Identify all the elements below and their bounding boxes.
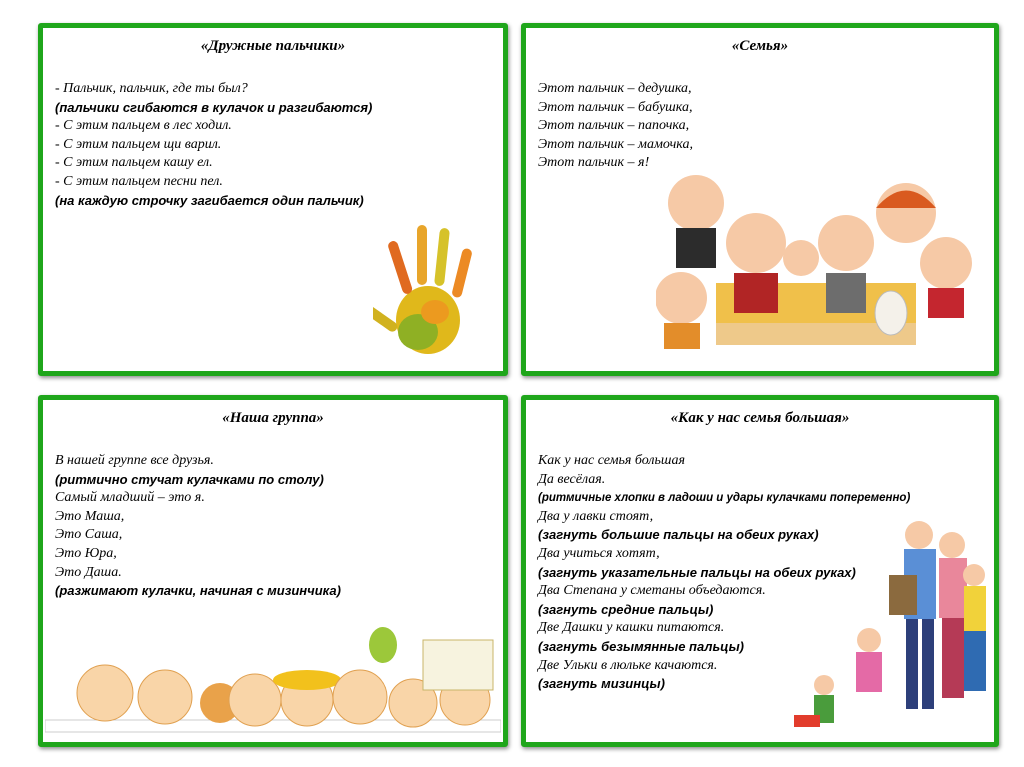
card-title: «Семья» xyxy=(731,38,789,54)
verse-line: (загнуть безымянные пальцы) xyxy=(538,638,745,654)
verse-line: Этот пальчик – папочка, xyxy=(538,118,690,134)
verse-line: В нашей группе все друзья. xyxy=(55,453,214,468)
verse-line: (загнуть мизинцы) xyxy=(538,676,665,692)
verse-line: Две Дашки у кашки питаются. xyxy=(538,620,725,636)
verse-line: Этот пальчик – бабушка, xyxy=(538,99,693,115)
verse-line: Это Юра, xyxy=(55,545,117,561)
card-title: «Дружные пальчики» xyxy=(200,38,346,54)
verse-line: Да весёлая. xyxy=(538,471,606,487)
card-nasha-gruppa xyxy=(38,395,508,747)
verse-line: (загнуть большие пальцы на обеих руках) xyxy=(538,527,819,543)
verse-line: Это Маша, xyxy=(55,508,125,524)
card-kak-u-nas-semya-bolshaya xyxy=(521,395,999,747)
verse-line: - С этим пальцем в лес ходил. xyxy=(55,118,232,134)
verse-line: - Пальчик, пальчик, где ты был? xyxy=(55,81,248,96)
card-semya xyxy=(521,23,999,376)
big-family-illustration xyxy=(794,515,994,740)
children-row-illustration xyxy=(45,625,501,737)
verse-lines xyxy=(55,452,495,601)
verse-line: - С этим пальцем щи варил. xyxy=(55,136,222,152)
verse-lines xyxy=(55,80,495,210)
card-title: «Наша группа» xyxy=(222,410,324,426)
verse-line: - С этим пальцем кашу ел. xyxy=(55,155,213,171)
verse-line: Два Степана у сметаны объедаются. xyxy=(538,583,766,599)
verse-line: (на каждую строчку загибается один пальчик) xyxy=(55,192,364,208)
card-title: «Как у нас семья большая» xyxy=(670,410,850,426)
verse-line: Этот пальчик – дедушка, xyxy=(538,81,692,96)
verse-lines xyxy=(538,80,986,173)
verse-line: Два учиться хотят, xyxy=(538,545,660,561)
verse-line: Этот пальчик – мамочка, xyxy=(538,136,693,152)
card-druzhnye-palchiki xyxy=(38,23,508,376)
verse-line: Две Ульки в люльке качаются. xyxy=(538,657,718,673)
verse-line: (разжимают кулачки, начиная с мизинчика) xyxy=(55,583,341,599)
cartoon-family-illustration xyxy=(656,173,991,373)
verse-line: - С этим пальцем песни пел. xyxy=(55,173,223,189)
verse-line: (ритмичные хлопки в ладоши и удары кулачками попеременно) xyxy=(538,492,911,505)
verse-line: Как у нас семья большая xyxy=(538,453,685,468)
leaf-handprint-illustration xyxy=(373,220,483,360)
verse-line: (загнуть указательные пальцы на обеих руках) xyxy=(538,564,856,580)
verse-line: (пальчики сгибаются в кулачок и разгибаются) xyxy=(55,99,373,115)
verse-line: (загнуть средние пальцы) xyxy=(538,601,714,617)
verse-line: Самый младший – это я. xyxy=(55,490,205,506)
verse-line: (ритмично стучат кулачками по столу) xyxy=(55,471,324,487)
verse-line: Это Даша. xyxy=(55,564,122,580)
verse-line: Это Саша, xyxy=(55,527,123,543)
verse-line: Этот пальчик – я! xyxy=(538,155,650,171)
verse-line: Два у лавки стоят, xyxy=(538,508,654,524)
